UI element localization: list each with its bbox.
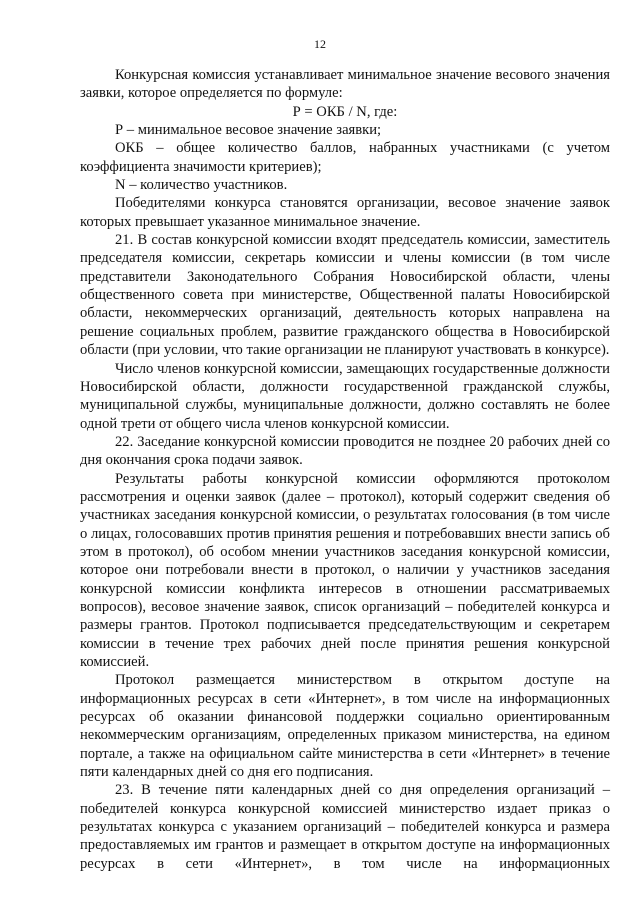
page-number: 12 (314, 37, 326, 51)
paragraph-winners: Победителями конкурса становятся организации, весовое значение заявок которых превышает указанное минимальное значение. (80, 195, 610, 230)
definition-okb: ОКБ – общее количество баллов, набранных участниками (с учетом коэффициента значимости критериев); (80, 140, 610, 175)
paragraph-commission-members-limit: Число членов конкурсной комиссии, замещающих государственные должности Новосибирской области, должности государственной гражданской службы, муниципальной службы, муниципальные должности, должно составлять не более одной трети от общего числа членов конкурсной комиссии. (80, 360, 610, 432)
paragraph-21-commission-composition: 21. В состав конкурсной комиссии входят председатель комиссии, заместитель председателя комиссии, секретарь комиссии и члены комиссии (в том числе представители Законодательного Собрания Новосибирской области, члены общественного совета при министерстве, Общественной палаты Новосибирской области, некоммерческих организаций, деятельность которых направлена на решение социальных проблем, развитие гражданского общества в Новосибирской области (при условии, что такие организации не планируют участвовать в конкурсе). (80, 232, 610, 359)
paragraph-protocol-publication: Протокол размещается министерством в открытом доступе на информационных ресурсах в сети «Интернет», в том числе на информационных ресурсах об оказании финансовой поддержки социально ориентированным некоммерческим организациям, определенных приказом министерства, на едином портале, а также на официальном сайте министерства в сети «Интернет» в течение пяти календарных дней со дня его подписания. (80, 672, 610, 781)
paragraph-protocol-contents: Результаты работы конкурсной комиссии оформляются протоколом рассмотрения и оценки заявок (далее – протокол), который содержит сведения об участниках заседания конкурсной комиссии, о результатах голосования (в том числе о лицах, голосовавших против принятия решения и потребовавших внести запись об этом в протокол), об особом мнении участников заседания конкурсной комиссии, которое они потребовали внести в протокол, о наличии у участников заседания конкурсной комиссии конфликта интересов в отношении рассматриваемых вопросов), весовое значение заявок, список организаций – победителей конкурса и размеры грантов. Протокол подписывается председательствующим и секретарем комиссии в течение трех рабочих дней после принятия решения конкурсной комиссией. (80, 470, 610, 670)
definition-p: Р – минимальное весовое значение заявки; (115, 122, 382, 139)
paragraph-23-results-order: 23. В течение пяти календарных дней со дня определения организаций – победителей конкурса конкурсной комиссией министерство издает приказ о результатах конкурса с указанием организаций – победителей конкурса и размера предоставляемых им грантов и размещает в открытом доступе на информационных ресурсах в сети «Интернет», в том числе на информационных (80, 782, 610, 872)
formula-line: Р = ОКБ / N, где: (292, 103, 398, 120)
paragraph-minimum-weight-intro: Конкурсная комиссия устанавливает минимальное значение весового значения заявки, которое определяется по формуле: (80, 67, 610, 102)
paragraph-22-meeting-deadline: 22. Заседание конкурсной комиссии проводится не позднее 20 рабочих дней со дня окончания срока подачи заявок. (80, 433, 610, 469)
definition-n: N – количество участников. (115, 177, 288, 194)
document-body (80, 66, 610, 873)
